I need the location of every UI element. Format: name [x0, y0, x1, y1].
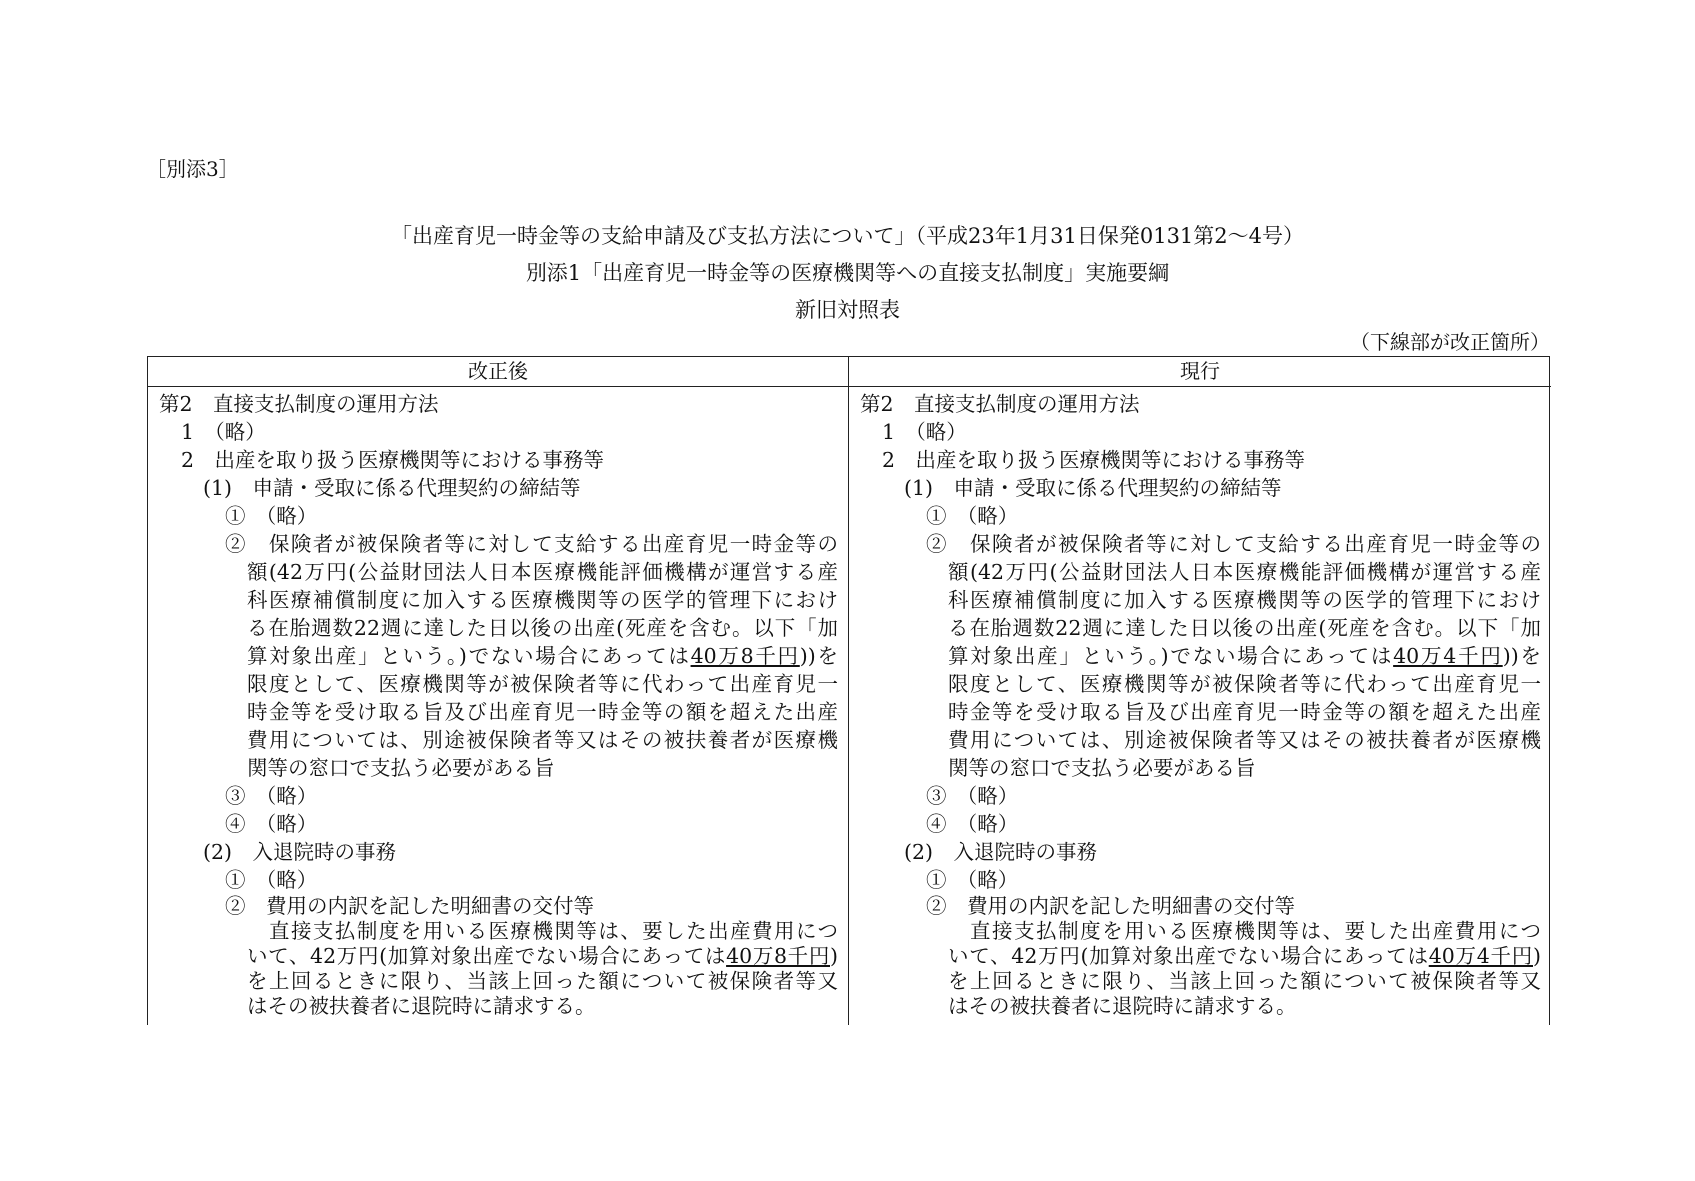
- point-2-line: 額(42万円(公益財団法人日本医療機能評価機構が運営する産: [948, 560, 1541, 584]
- point-1: ① （略）: [225, 504, 318, 528]
- subitem-2: (2) 入退院時の事務: [203, 840, 397, 864]
- current-column-header: 現行: [849, 357, 1551, 387]
- subitem-2: (2) 入退院時の事務: [904, 840, 1098, 864]
- line-text: ))を: [1502, 644, 1541, 668]
- point-2-line: [849, 944, 1551, 969]
- line-text: 算対象出産」という。)でない場合にあっては: [948, 644, 1394, 668]
- section-heading: 第2 直接支払制度の運用方法: [860, 392, 1140, 416]
- point-4: ④ （略）: [926, 812, 1019, 836]
- revised-column-body: [148, 387, 848, 1019]
- point-2-line: 直接支払制度を用いる医療機関等は、要した出産費用につ: [269, 919, 838, 943]
- point-2-line: 科医療補償制度に加入する医療機関等の医学的管理下におけ: [948, 588, 1541, 612]
- point-2-line: 額(42万円(公益財団法人日本医療機能評価機構が運営する産: [247, 560, 838, 584]
- point-2-line: 関等の窓口で支払う必要がある旨: [948, 756, 1256, 780]
- revised-amount: 40万8千円: [726, 944, 830, 968]
- point-3: ③ （略）: [926, 784, 1019, 808]
- point-3: ③ （略）: [225, 784, 318, 808]
- point-2-line: 費用については、別途被保険者等又はその被扶養者が医療機: [247, 728, 838, 752]
- point-2-line: [849, 642, 1551, 670]
- revised-amount: 40万8千円: [690, 644, 800, 668]
- section-heading: 第2 直接支払制度の運用方法: [159, 392, 439, 416]
- line-text: いて、42万円(加算対象出産でない場合にあっては: [948, 944, 1429, 968]
- item-1: 1 （略）: [882, 420, 967, 444]
- line-text: 算対象出産」という。)でない場合にあっては: [247, 644, 691, 668]
- point-2-line: る在胎週数22週に達した日以後の出産(死産を含む。以下「加: [247, 616, 838, 640]
- point-2-line: 科医療補償制度に加入する医療機関等の医学的管理下におけ: [247, 588, 838, 612]
- point-2-heading: ② 費用の内訳を記した明細書の交付等: [225, 894, 594, 918]
- subitem-1: (1) 申請・受取に係る代理契約の締結等: [203, 476, 581, 500]
- point-2-line: [148, 944, 848, 969]
- point-2-line: を上回るときに限り、当該上回った額について被保険者等又: [948, 969, 1541, 993]
- table-caption: 新旧対照表: [795, 298, 900, 322]
- document-subtitle: 別添1「出産育児一時金等の医療機関等への直接支払制度」実施要綱: [525, 261, 1170, 285]
- point-2-heading: ② 保険者が被保険者等に対して支給する出産育児一時金等の: [926, 532, 1541, 556]
- point-2-line: 限度として、医療機関等が被保険者等に代わって出産育児一: [247, 672, 838, 696]
- line-text: いて、42万円(加算対象出産でない場合にあっては: [247, 944, 727, 968]
- current-amount: 40万4千円: [1428, 944, 1533, 968]
- comparison-table: [147, 356, 1550, 1025]
- item-2: 2 出産を取り扱う医療機関等における事務等: [882, 448, 1306, 472]
- line-text: ))を: [799, 644, 838, 668]
- point-1: ① （略）: [926, 504, 1019, 528]
- revised-column: [148, 357, 849, 1025]
- point-2-heading: ② 保険者が被保険者等に対して支給する出産育児一時金等の: [225, 532, 838, 556]
- point-2-line: [148, 642, 848, 670]
- current-column: [849, 357, 1551, 1025]
- point-2-line: 限度として、医療機関等が被保険者等に代わって出産育児一: [948, 672, 1541, 696]
- point-2-heading: ② 費用の内訳を記した明細書の交付等: [926, 894, 1295, 918]
- point-2-line: 時金等を受け取る旨及び出産育児一時金等の額を超えた出産: [247, 700, 838, 724]
- current-column-body: [849, 387, 1551, 1019]
- point-2-line: 費用については、別途被保険者等又はその被扶養者が医療機: [948, 728, 1541, 752]
- point-2-line: はその被扶養者に退院時に請求する。: [247, 994, 596, 1018]
- line-text: ): [1533, 944, 1541, 968]
- point-1: ① （略）: [926, 868, 1019, 892]
- point-2-line: を上回るときに限り、当該上回った額について被保険者等又: [247, 969, 838, 993]
- item-1: 1 （略）: [181, 420, 266, 444]
- attachment-label: ［別添3］: [146, 157, 239, 181]
- underline-note: （下線部が改正箇所）: [1350, 330, 1550, 354]
- subitem-1: (1) 申請・受取に係る代理契約の締結等: [904, 476, 1282, 500]
- point-2-line: はその被扶養者に退院時に請求する。: [948, 994, 1297, 1018]
- point-1: ① （略）: [225, 868, 318, 892]
- point-2-line: 直接支払制度を用いる医療機関等は、要した出産費用につ: [970, 919, 1541, 943]
- point-2-line: 時金等を受け取る旨及び出産育児一時金等の額を超えた出産: [948, 700, 1541, 724]
- document-title: 「出産育児一時金等の支給申請及び支払方法について」（平成23年1月31日保発0131第2～4号）: [390, 224, 1305, 248]
- item-2: 2 出産を取り扱う医療機関等における事務等: [181, 448, 605, 472]
- revised-column-header: 改正後: [148, 357, 848, 387]
- point-2-line: 関等の窓口で支払う必要がある旨: [247, 756, 555, 780]
- line-text: ): [830, 944, 838, 968]
- point-4: ④ （略）: [225, 812, 318, 836]
- current-amount: 40万4千円: [1393, 644, 1503, 668]
- point-2-line: る在胎週数22週に達した日以後の出産(死産を含む。以下「加: [948, 616, 1541, 640]
